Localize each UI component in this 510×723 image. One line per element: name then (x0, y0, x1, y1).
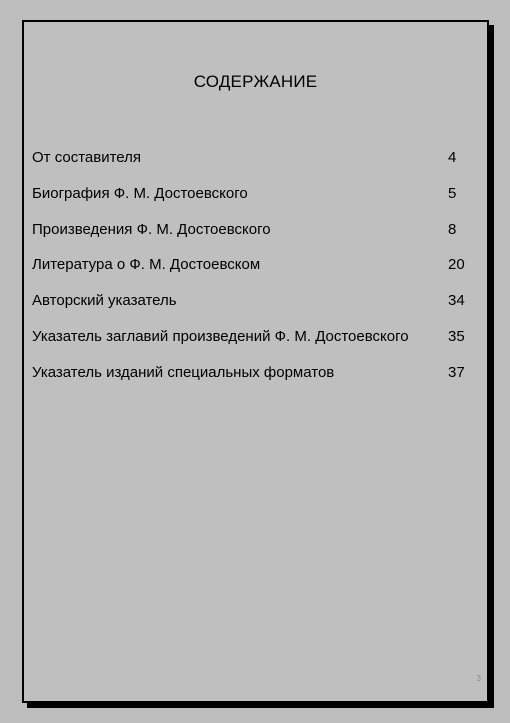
toc-entry[interactable] (32, 283, 478, 319)
toc-entry-title: Литература о Ф. М. Достоевском (32, 256, 261, 274)
toc-entry-page: 5 (448, 184, 457, 202)
toc-entry[interactable] (32, 140, 478, 176)
document-page (22, 20, 489, 703)
toc-entry[interactable] (32, 212, 478, 248)
toc-entry[interactable] (32, 247, 478, 283)
toc-entry-page: 37 (448, 363, 465, 381)
toc-entry-page: 8 (448, 220, 457, 238)
toc-entry-title: Биография Ф. М. Достоевского (32, 184, 248, 202)
page-title: СОДЕРЖАНИЕ (193, 72, 318, 91)
toc-entry-title: От составителя (32, 149, 142, 166)
toc-entry-page: 34 (448, 292, 465, 310)
page-number: 3 (476, 674, 481, 683)
table-of-contents (32, 140, 478, 391)
toc-entry-page: 4 (448, 149, 457, 166)
toc-entry-title: Произведения Ф. М. Достоевского (32, 220, 271, 238)
toc-entry-page: 20 (448, 256, 465, 274)
toc-entry-title: Указатель изданий специальных форматов (32, 363, 335, 381)
toc-entry-title: Указатель заглавий произведений Ф. М. Достоевского (32, 327, 409, 345)
toc-entry-page: 35 (448, 327, 465, 345)
toc-entry[interactable] (32, 319, 478, 355)
toc-entry[interactable] (32, 176, 478, 212)
toc-entry-title: Авторский указатель (32, 292, 177, 310)
toc-entry[interactable] (32, 355, 478, 391)
